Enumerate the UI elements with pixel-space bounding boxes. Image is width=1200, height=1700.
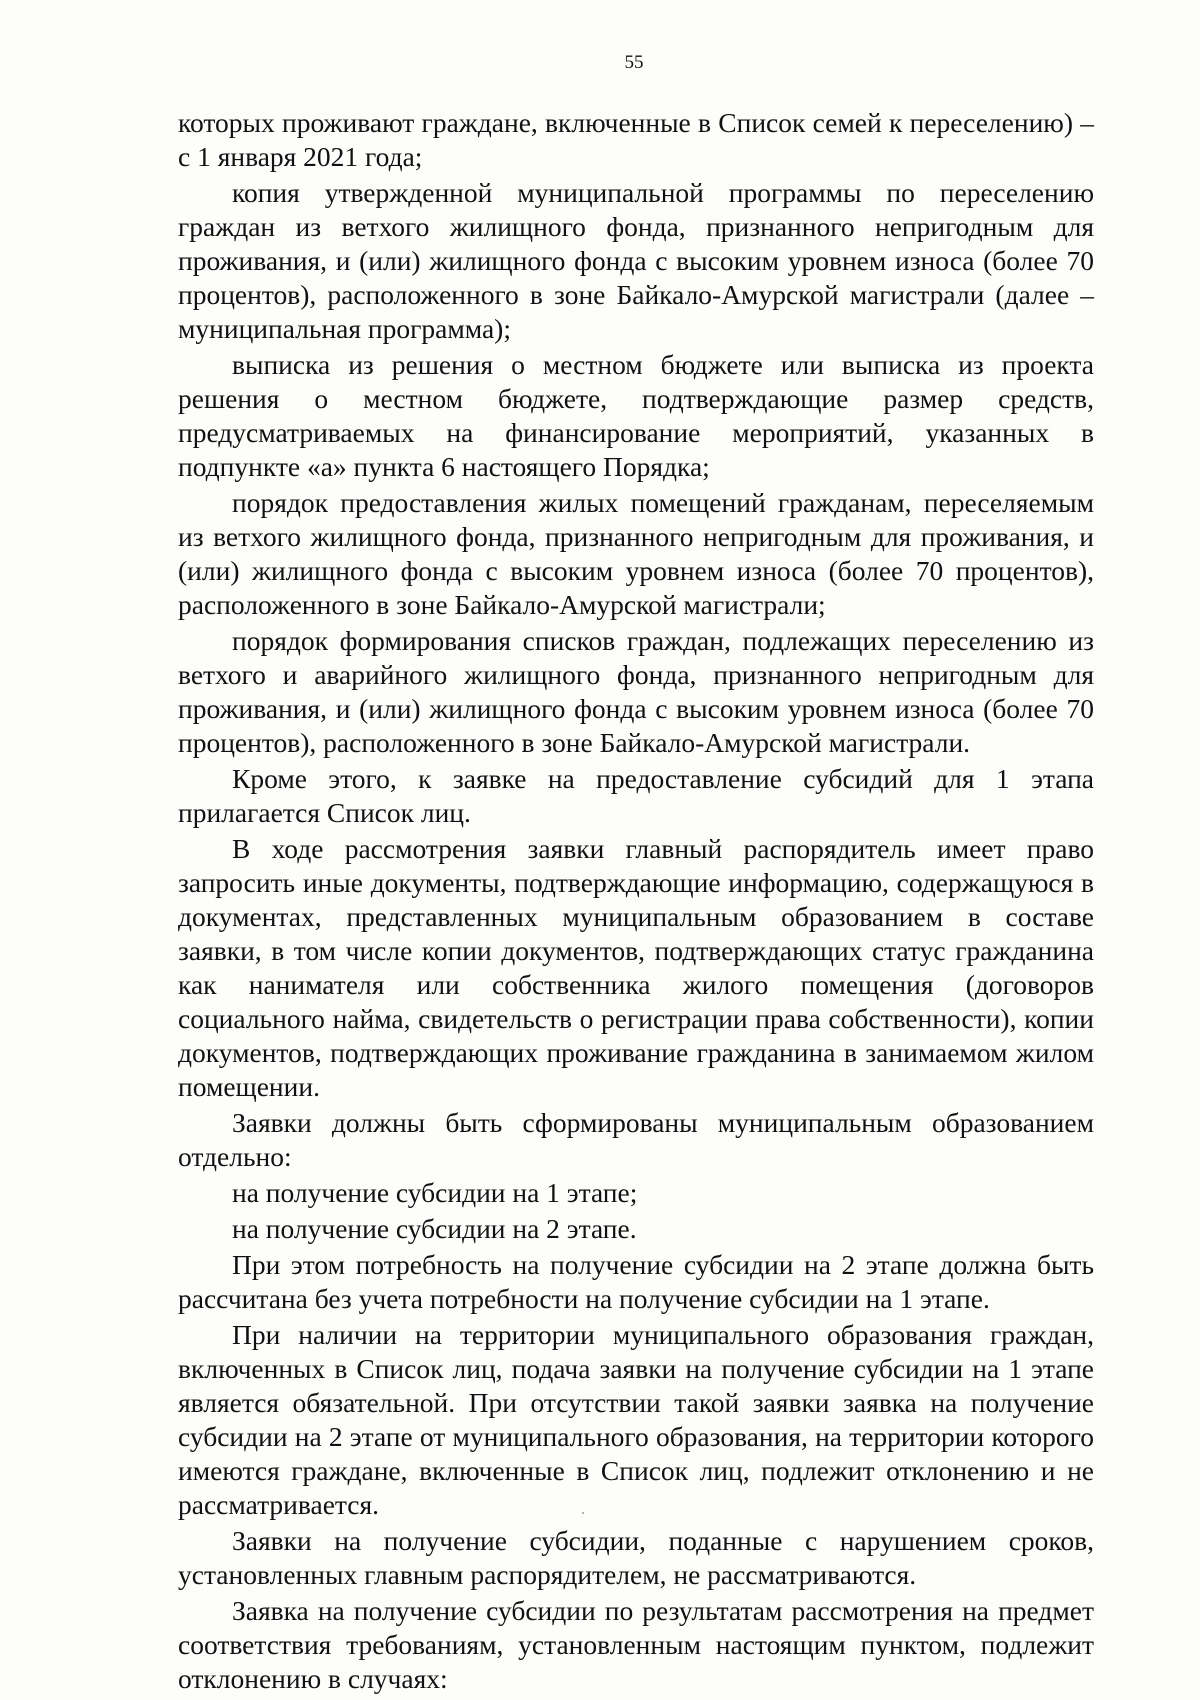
page-number: 55 bbox=[624, 52, 644, 73]
paragraph-applications-separately: Заявки должны быть сформированы муниципальным образованием отдельно: bbox=[178, 1107, 1094, 1172]
list-item-stage-1: на получение субсидии на 1 этапе; bbox=[232, 1177, 638, 1208]
paragraph-additional-documents: В ходе рассмотрения заявки главный распорядитель имеет право запросить иные документы, подтверждающие информацию, содержащуюся в документах, представленных муниципальным образованием в составе заявки, в том числе копии документов, подтверждающих статус гражданина как нанимателя или собственника жилого помещения (договоров социального найма, свидетельств о регистрации права собственности), копии документов, подтверждающих проживание гражданина в занимаемом жилом помещении. bbox=[178, 833, 1094, 1102]
paragraph-budget-extract: выписка из решения о местном бюджете или выписка из проекта решения о местном бюджете, подтверждающие размер средств, предусматриваемых на финансирование мероприятий, указанных в подпункте «а» пункта 6 настоящего Порядка; bbox=[178, 349, 1094, 482]
document-body bbox=[178, 106, 1094, 1698]
paragraph-housing-provision-order: порядок предоставления жилых помещений гражданам, переселяемым из ветхого жилищного фонда, признанного непригодным для проживания, и (или) жилищного фонда с высоким уровнем износа (более 70 процентов), расположенного в зоне Байкало-Амурской магистрали; bbox=[178, 487, 1094, 620]
paragraph-citizen-lists-order: порядок формирования списков граждан, подлежащих переселению из ветхого и аварийного жилищного фонда, признанного непригодным для проживания, и (или) жилищного фонда с высоким уровнем износа (более 70 процентов), расположенного в зоне Байкало-Амурской магистрали. bbox=[178, 625, 1094, 758]
paragraph-stage-2-calculation: При этом потребность на получение субсидии на 2 этапе должна быть рассчитана без учета потребности на получение субсидии на 1 этапе. bbox=[178, 1249, 1094, 1314]
list-item-stage-2: на получение субсидии на 2 этапе. bbox=[232, 1213, 637, 1244]
paragraph-list-of-persons: Кроме этого, к заявке на предоставление субсидий для 1 этапа прилагается Список лиц. bbox=[178, 763, 1094, 828]
paragraph-late-applications: Заявки на получение субсидии, поданные с нарушением сроков, установленных главным распорядителем, не рассматриваются. bbox=[178, 1525, 1094, 1590]
paragraph-municipal-program-copy: копия утвержденной муниципальной программы по переселению граждан из ветхого жилищного фонда, признанного непригодным для проживания, и (или) жилищного фонда с высоким уровнем износа (более 70 процентов), расположенного в зоне Байкало-Амурской магистрали (далее – муниципальная программа); bbox=[178, 177, 1094, 344]
paragraph-rejection-cases: Заявка на получение субсидии по результатам рассмотрения на предмет соответствия требованиям, установленным настоящим пунктом, подлежит отклонению в случаях: bbox=[178, 1595, 1094, 1694]
paragraph-continuation: которых проживают граждане, включенные в Список семей к переселению) – с 1 января 2021 года; bbox=[178, 107, 1094, 172]
paragraph-mandatory-stage-1: При наличии на территории муниципального образования граждан, включенных в Список лиц, подача заявки на получение субсидии на 1 этапе является обязательной. При отсутствии такой заявки заявка на получение субсидии на 2 этапе от муниципального образования, на территории которого имеются граждане, включенные в Список лиц, подлежит отклонению и не рассматривается. bbox=[178, 1319, 1094, 1520]
scan-speck bbox=[582, 1512, 584, 1514]
